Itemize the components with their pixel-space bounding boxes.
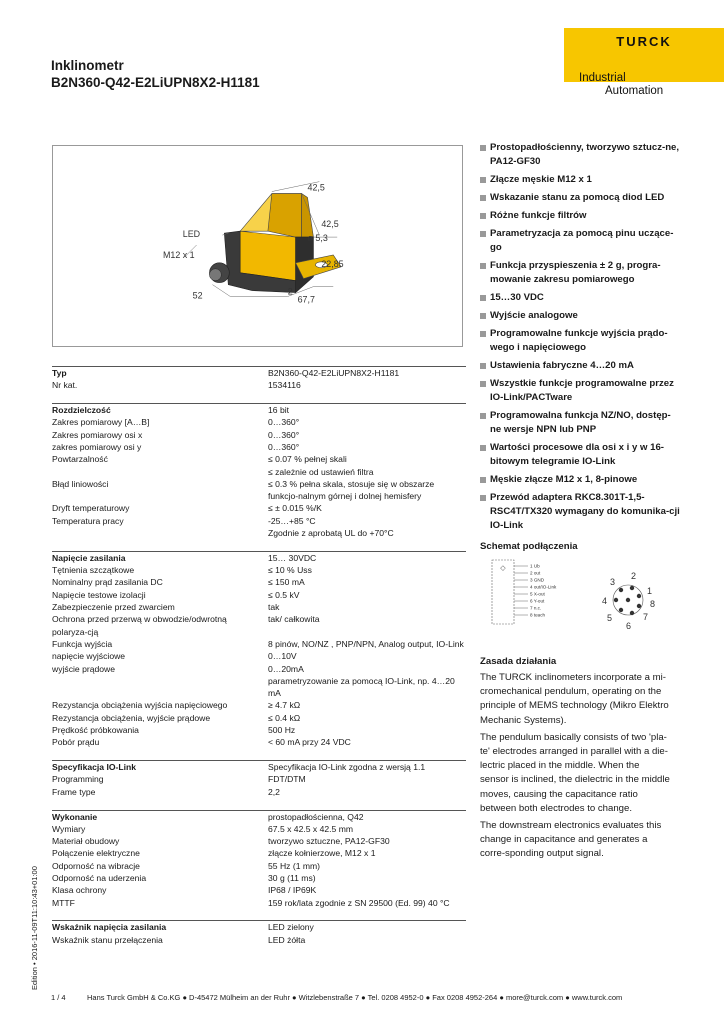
spec-value: 16 bit [268, 404, 466, 417]
spec-value: 0…360° [268, 429, 300, 440]
spec-value: 0…10V [268, 651, 297, 662]
spec-key: Typ [52, 367, 268, 380]
spec-value: 500 Hz [268, 725, 296, 736]
feature-item: Parametryzacja za pomocą pinu uczące-go [480, 227, 680, 255]
spec-key: Pobór prądu [52, 737, 100, 748]
spec-row [52, 650, 466, 662]
spec-section-row [52, 367, 466, 380]
spec-spacer [52, 392, 466, 404]
spec-key: Zakres pomiarowy [A…B] [52, 417, 150, 428]
spec-key: Odporność na wibracje [52, 860, 140, 871]
spec-value: ≤ ± 0.015 %/K [268, 503, 322, 514]
spec-row [52, 527, 466, 539]
feature-item: 15…30 VDC [480, 291, 680, 305]
feature-item: Męskie złącze M12 x 1, 8-pinowe [480, 473, 680, 487]
feature-item: Ustawienia fabryczne 4…20 mA [480, 359, 680, 373]
spec-row [52, 466, 466, 478]
spec-section-row [52, 810, 466, 823]
schematic-title: Schemat podłączenia [480, 541, 578, 552]
spec-spacer [52, 798, 466, 810]
principle-text [480, 671, 670, 865]
spec-row [52, 699, 466, 711]
spec-value: tak/ całkowita [268, 614, 320, 625]
spec-row [52, 441, 466, 453]
spec-key: Powtarzalność [52, 454, 108, 465]
pin-number: 3 [610, 577, 616, 587]
spec-key: Specyfikacja IO-Link [52, 761, 268, 774]
spec-value: ≤ 150 mA [268, 577, 305, 588]
spec-value: IP68 / IP69K [268, 885, 317, 896]
spec-key: Napięcie zasilania [52, 551, 268, 564]
wire-label: 3 GND [530, 577, 545, 583]
spec-value: ≤ 0.07 % pełnej skali [268, 454, 347, 465]
spec-row [52, 712, 466, 724]
housing-edge [302, 194, 314, 238]
wire-label: 6 Y-out [530, 598, 545, 604]
page-number: 1 / 4 [51, 993, 66, 1002]
spec-row [52, 675, 466, 700]
spec-key: Zabezpieczenie przed zwarciem [52, 602, 175, 613]
wiring-schematic-svg [490, 558, 666, 630]
spec-row [52, 564, 466, 576]
spec-key: Temperatura pracy [52, 515, 124, 526]
spec-row [52, 663, 466, 675]
spec-key: MTTF [52, 897, 75, 908]
feature-item: Wszystkie funkcje programowalne przez IO-Link/PACTware [480, 377, 680, 405]
pin-number: 8 [650, 599, 656, 609]
spec-key: napięcie wyjściowe [52, 651, 126, 662]
spec-row [52, 724, 466, 736]
spec-value: 55 Hz (1 mm) [268, 860, 321, 871]
feature-item: Różne funkcje filtrów [480, 209, 680, 223]
spec-row [52, 453, 466, 465]
spec-row [52, 576, 466, 588]
spec-row [52, 638, 466, 650]
spec-key: Połączenie elektryczne [52, 848, 140, 859]
spec-key: Ochrona przed przerwą w obwodzie/odwrotną polaryza-cją [52, 614, 227, 637]
spec-value: złącze kołnierzowe, M12 x 1 [268, 848, 376, 859]
spec-row [52, 823, 466, 835]
spec-key: Materiał obudowy [52, 836, 120, 847]
spec-value: < 60 mA przy 24 VDC [268, 737, 351, 748]
pin-number: 5 [607, 613, 613, 623]
company-address: Hans Turck GmbH & Co.KG ● D-45472 Mülheim an der Ruhr ● Witzlebenstraße 7 ● Tel. 0208 4952-0 ● Fax 0208 4952-264 ● more@turck.com ● www.turck.com [87, 993, 623, 1002]
feature-list [480, 141, 680, 537]
spec-section-row [52, 761, 466, 774]
spec-key: Błąd liniowości [52, 478, 109, 489]
spec-section-row [52, 551, 466, 564]
spec-row [52, 379, 466, 391]
spec-row [52, 416, 466, 428]
spec-value: 15… 30VDC [268, 551, 466, 564]
spec-value: ≥ 4.7 kΩ [268, 700, 301, 711]
dimension-drawing-svg [53, 146, 462, 346]
housing-side-face-upper [268, 194, 302, 238]
spec-value: 67.5 x 42.5 x 42.5 mm [268, 823, 354, 834]
spec-key: Funkcja wyjścia [52, 638, 113, 649]
spec-key [52, 466, 268, 478]
product-type: B2N360-Q42-E2LiUPN8X2-H1181 [51, 75, 260, 90]
feature-item: Złącze męskie M12 x 1 [480, 173, 680, 187]
dim-label-width: 42,5 [307, 182, 325, 193]
spec-value: ≤ zależnie od ustawień filtra [268, 466, 374, 477]
housing-front-face [240, 231, 295, 281]
wire-label: 7 n.c. [530, 605, 542, 611]
wiring-schematic [490, 558, 666, 630]
feature-item: Przewód adaptera RKC8.301T-1,5-RSC4T/TX320 wymagany do komunika-cji IO-Link [480, 491, 680, 533]
dim-label-flange: 22,85 [321, 258, 344, 269]
spec-value: prostopadłościenna, Q42 [268, 810, 466, 823]
dim-label-hole: ø 5,3 [307, 233, 328, 244]
spec-value: LED zielony [268, 921, 466, 934]
spec-spacer [52, 909, 466, 921]
spec-value: 0…360° [268, 441, 300, 452]
spec-row [52, 502, 466, 514]
spec-row [52, 601, 466, 613]
spec-key: Klasa ochrony [52, 885, 107, 896]
spec-key: Odporność na uderzenia [52, 872, 147, 883]
spec-row [52, 872, 466, 884]
spec-row [52, 847, 466, 859]
spec-value: 0…20mA [268, 663, 304, 674]
spec-key: Prędkość próbkowania [52, 725, 139, 736]
spec-table-body [52, 367, 466, 946]
spec-table [52, 366, 466, 946]
pin-number: 2 [631, 571, 637, 581]
spec-value: -25…+85 °C [268, 515, 316, 526]
dimension-drawing [52, 145, 463, 347]
spec-row [52, 773, 466, 785]
connector-label: M12 x 1 [162, 249, 195, 260]
spec-value: 1534116 [268, 380, 301, 391]
wire-label: 2 out [530, 570, 541, 576]
spec-row [52, 429, 466, 441]
feature-item: Funkcja przyspieszenia ± 2 g, progra-mowanie zakresu pomiarowego [480, 259, 680, 287]
pin-number: 7 [643, 612, 649, 622]
spec-key: Wymiary [52, 823, 86, 834]
spec-key: Dryft temperaturowy [52, 503, 130, 514]
spec-value: LED żółta [268, 934, 306, 945]
spec-key: Rezystancja obciążenia, wyjście prądowe [52, 712, 211, 723]
wire-label: 4 out/IO-Link [530, 584, 557, 590]
wire-lines [514, 566, 528, 615]
pin-number: 4 [602, 596, 608, 606]
spec-section-row [52, 921, 466, 934]
spec-value: B2N360-Q42-E2LiUPN8X2-H1181 [268, 367, 466, 380]
spec-value: FDT/DTM [268, 774, 306, 785]
spec-key: Nr kat. [52, 380, 78, 391]
feature-item: Wskazanie stanu za pomocą diod LED [480, 191, 680, 205]
spec-key: Programming [52, 774, 104, 785]
spec-row [52, 786, 466, 798]
sensor-symbol-icon: ◇ [500, 564, 506, 572]
spec-row [52, 934, 466, 946]
spec-row [52, 835, 466, 847]
principle-title: Zasada działania [480, 656, 557, 667]
spec-value: 159 rok/lata zgodnie z SN 29500 (Ed. 99) 40 °C [268, 897, 450, 908]
spec-key [52, 675, 268, 700]
led-label: LED [182, 229, 201, 240]
spec-row [52, 860, 466, 872]
product-category: Inklinometr [51, 58, 124, 73]
spec-value: 30 g (11 ms) [268, 872, 316, 883]
spec-table-grid [52, 366, 466, 946]
spec-value: ≤ 0.3 % pełna skala, stosuje się w obszarze funkcjo-nalnym górnej i dolnej hemisfery [268, 478, 435, 502]
spec-key: Napięcie testowe izolacji [52, 589, 146, 600]
spec-key: Frame type [52, 786, 96, 797]
feature-item: Prostopadłościenny, tworzywo sztucz-ne, PA12-GF30 [480, 141, 680, 169]
logo-tagline-line1: Industrial [579, 72, 626, 84]
spec-key: Nominalny prąd zasilania DC [52, 577, 163, 588]
spec-value: Zgodnie z aprobatą UL do +70°C [268, 528, 394, 539]
spec-key: Rozdzielczość [52, 404, 268, 417]
feature-item: Wyjście analogowe [480, 309, 680, 323]
spec-spacer [52, 539, 466, 551]
spec-section-row [52, 404, 466, 417]
principle-paragraph: The downstream electronics evaluates this change in capacitance and generates a corre-sponding output signal. [480, 820, 662, 860]
principle-paragraph: The TURCK inclinometers incorporate a mi-cromechanical pendulum, operating on the principle of MEMS technology (Mikro Elektro Mechanic Systems). [480, 672, 669, 726]
dim-label-length: 67,7 [297, 294, 315, 305]
spec-value: 2,2 [268, 786, 280, 797]
spec-row [52, 884, 466, 896]
spec-value: ≤ 10 % Uss [268, 565, 312, 576]
spec-row [52, 515, 466, 527]
pin-number: 6 [626, 621, 632, 630]
spec-value: parametryzowanie za pomocą IO-Link, np. 4…20 mA [268, 675, 455, 699]
page-title [51, 57, 260, 91]
feature-item: Programowalna funkcja NZ/NO, dostęp-ne wersje NPN lub PNP [480, 409, 680, 437]
spec-key [52, 527, 268, 539]
page-footer [51, 993, 622, 1002]
spec-value: Specyfikacja IO-Link zgodna z wersją 1.1 [268, 761, 466, 774]
spec-key: Zakres pomiarowy osi x [52, 429, 143, 440]
edition-stamp: Edition • 2016-11-09T11:10:43+01:00 [30, 866, 39, 990]
feature-item: Programowalne funkcje wyjścia prądo-wego i napięciowego [480, 327, 680, 355]
spec-key: Rezystancja obciążenia wyjścia napięciowego [52, 700, 228, 711]
logo-tagline [579, 72, 663, 98]
pin-number: 1 [647, 586, 653, 596]
wire-label: 1 Ub [530, 563, 540, 569]
logo-tagline-line2: Automation [605, 85, 664, 97]
m12-connector-face [209, 269, 221, 281]
spec-value: tak [268, 602, 280, 613]
spec-key: wyjście prądowe [52, 663, 116, 674]
spec-row [52, 478, 466, 503]
dim-label-connector: 52 [192, 290, 203, 301]
dim-label-height: 42,5 [321, 219, 339, 230]
spec-value: ≤ 0.5 kV [268, 589, 300, 600]
dim-label-offset: 2 [287, 286, 293, 297]
spec-key: Wskaźnik napięcia zasilania [52, 921, 268, 934]
logo-brand: TURCK [616, 34, 672, 49]
wire-label: 8 teach [530, 612, 546, 618]
spec-value: ≤ 0.4 kΩ [268, 712, 301, 723]
spec-key: Wykonanie [52, 810, 268, 823]
spec-row [52, 736, 466, 748]
principle-paragraph: The pendulum basically consists of two 'pla-te' electrodes arranged in parallel with a die-lectric placed in the middle. When the sensor is inclined, the dielectric in the middle moves, causing the capacitance ratio between both electrodes to change. [480, 731, 670, 814]
spec-row [52, 589, 466, 601]
spec-key: zakres pomiarowy osi y [52, 441, 142, 452]
spec-value: 0…360° [268, 417, 300, 428]
spec-row [52, 613, 466, 638]
spec-row [52, 897, 466, 909]
spec-value: tworzywo sztuczne, PA12-GF30 [268, 836, 390, 847]
feature-item: Wartości procesowe dla osi x i y w 16-bitowym telegramie IO-Link [480, 441, 680, 469]
spec-key: Tętnienia szczątkowe [52, 565, 135, 576]
spec-spacer [52, 749, 466, 761]
wire-label: 5 X-out [530, 591, 545, 597]
spec-value: 8 pinów, NO/NZ , PNP/NPN, Analog output, IO-Link [268, 638, 464, 649]
spec-key: Wskaźnik stanu przełączenia [52, 934, 163, 945]
